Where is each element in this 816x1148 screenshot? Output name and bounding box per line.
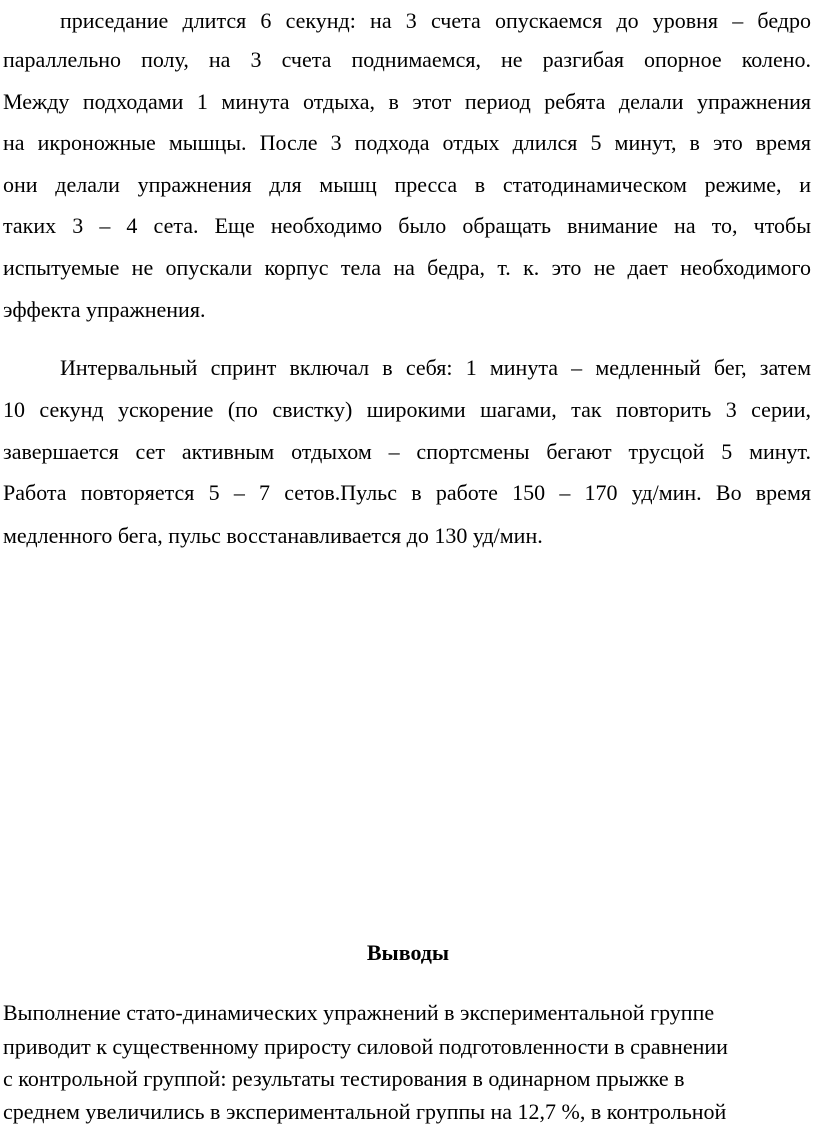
text-line: Интервальный спринт включал в себя: 1 минута – медленный бег, затем	[60, 355, 811, 380]
section-heading: Выводы	[366, 940, 450, 965]
text-line: на икроножные мышцы. После 3 подхода отдых длился 5 минут, в это время	[3, 130, 811, 155]
text-line: Выполнение стато-динамических упражнений в экспериментальной группе	[3, 1000, 715, 1025]
text-line: Между подходами 1 минута отдыха, в этот период ребята делали упражнения	[3, 89, 811, 114]
text-line: они делали упражнения для мышц пресса в статодинамическом режиме, и	[3, 172, 811, 197]
text-line: таких 3 – 4 сета. Еще необходимо было обращать внимание на то, чтобы	[3, 213, 811, 238]
text-line: испытуемые не опускали корпус тела на бедра, т. к. это не дает необходимого	[3, 255, 811, 280]
text-line: с контрольной группой: результаты тестирования в одинарном прыжке в	[3, 1066, 685, 1091]
text-line: среднем увеличились в экспериментальной группы на 12,7 %, в контрольной	[3, 1099, 727, 1124]
text-line: эффекта упражнения.	[3, 297, 206, 322]
text-line: медленного бега, пульс восстанавливается до 130 уд/мин.	[3, 523, 543, 548]
text-line: параллельно полу, на 3 счета поднимаемся, не разгибая опорное колено.	[3, 47, 811, 72]
text-line: приседание длится 6 секунд: на 3 счета опускаемся до уровня – бедро	[60, 8, 811, 33]
text-line: приводит к существенному приросту силовой подготовленности в сравнении	[3, 1034, 728, 1059]
text-line: Работа повторяется 5 – 7 сетов.Пульс в работе 150 – 170 уд/мин. Во время	[3, 480, 811, 505]
text-line: 10 секунд ускорение (по свистку) широкими шагами, так повторить 3 серии,	[3, 397, 811, 422]
text-line: завершается сет активным отдыхом – спортсмены бегают трусцой 5 минут.	[3, 439, 811, 464]
